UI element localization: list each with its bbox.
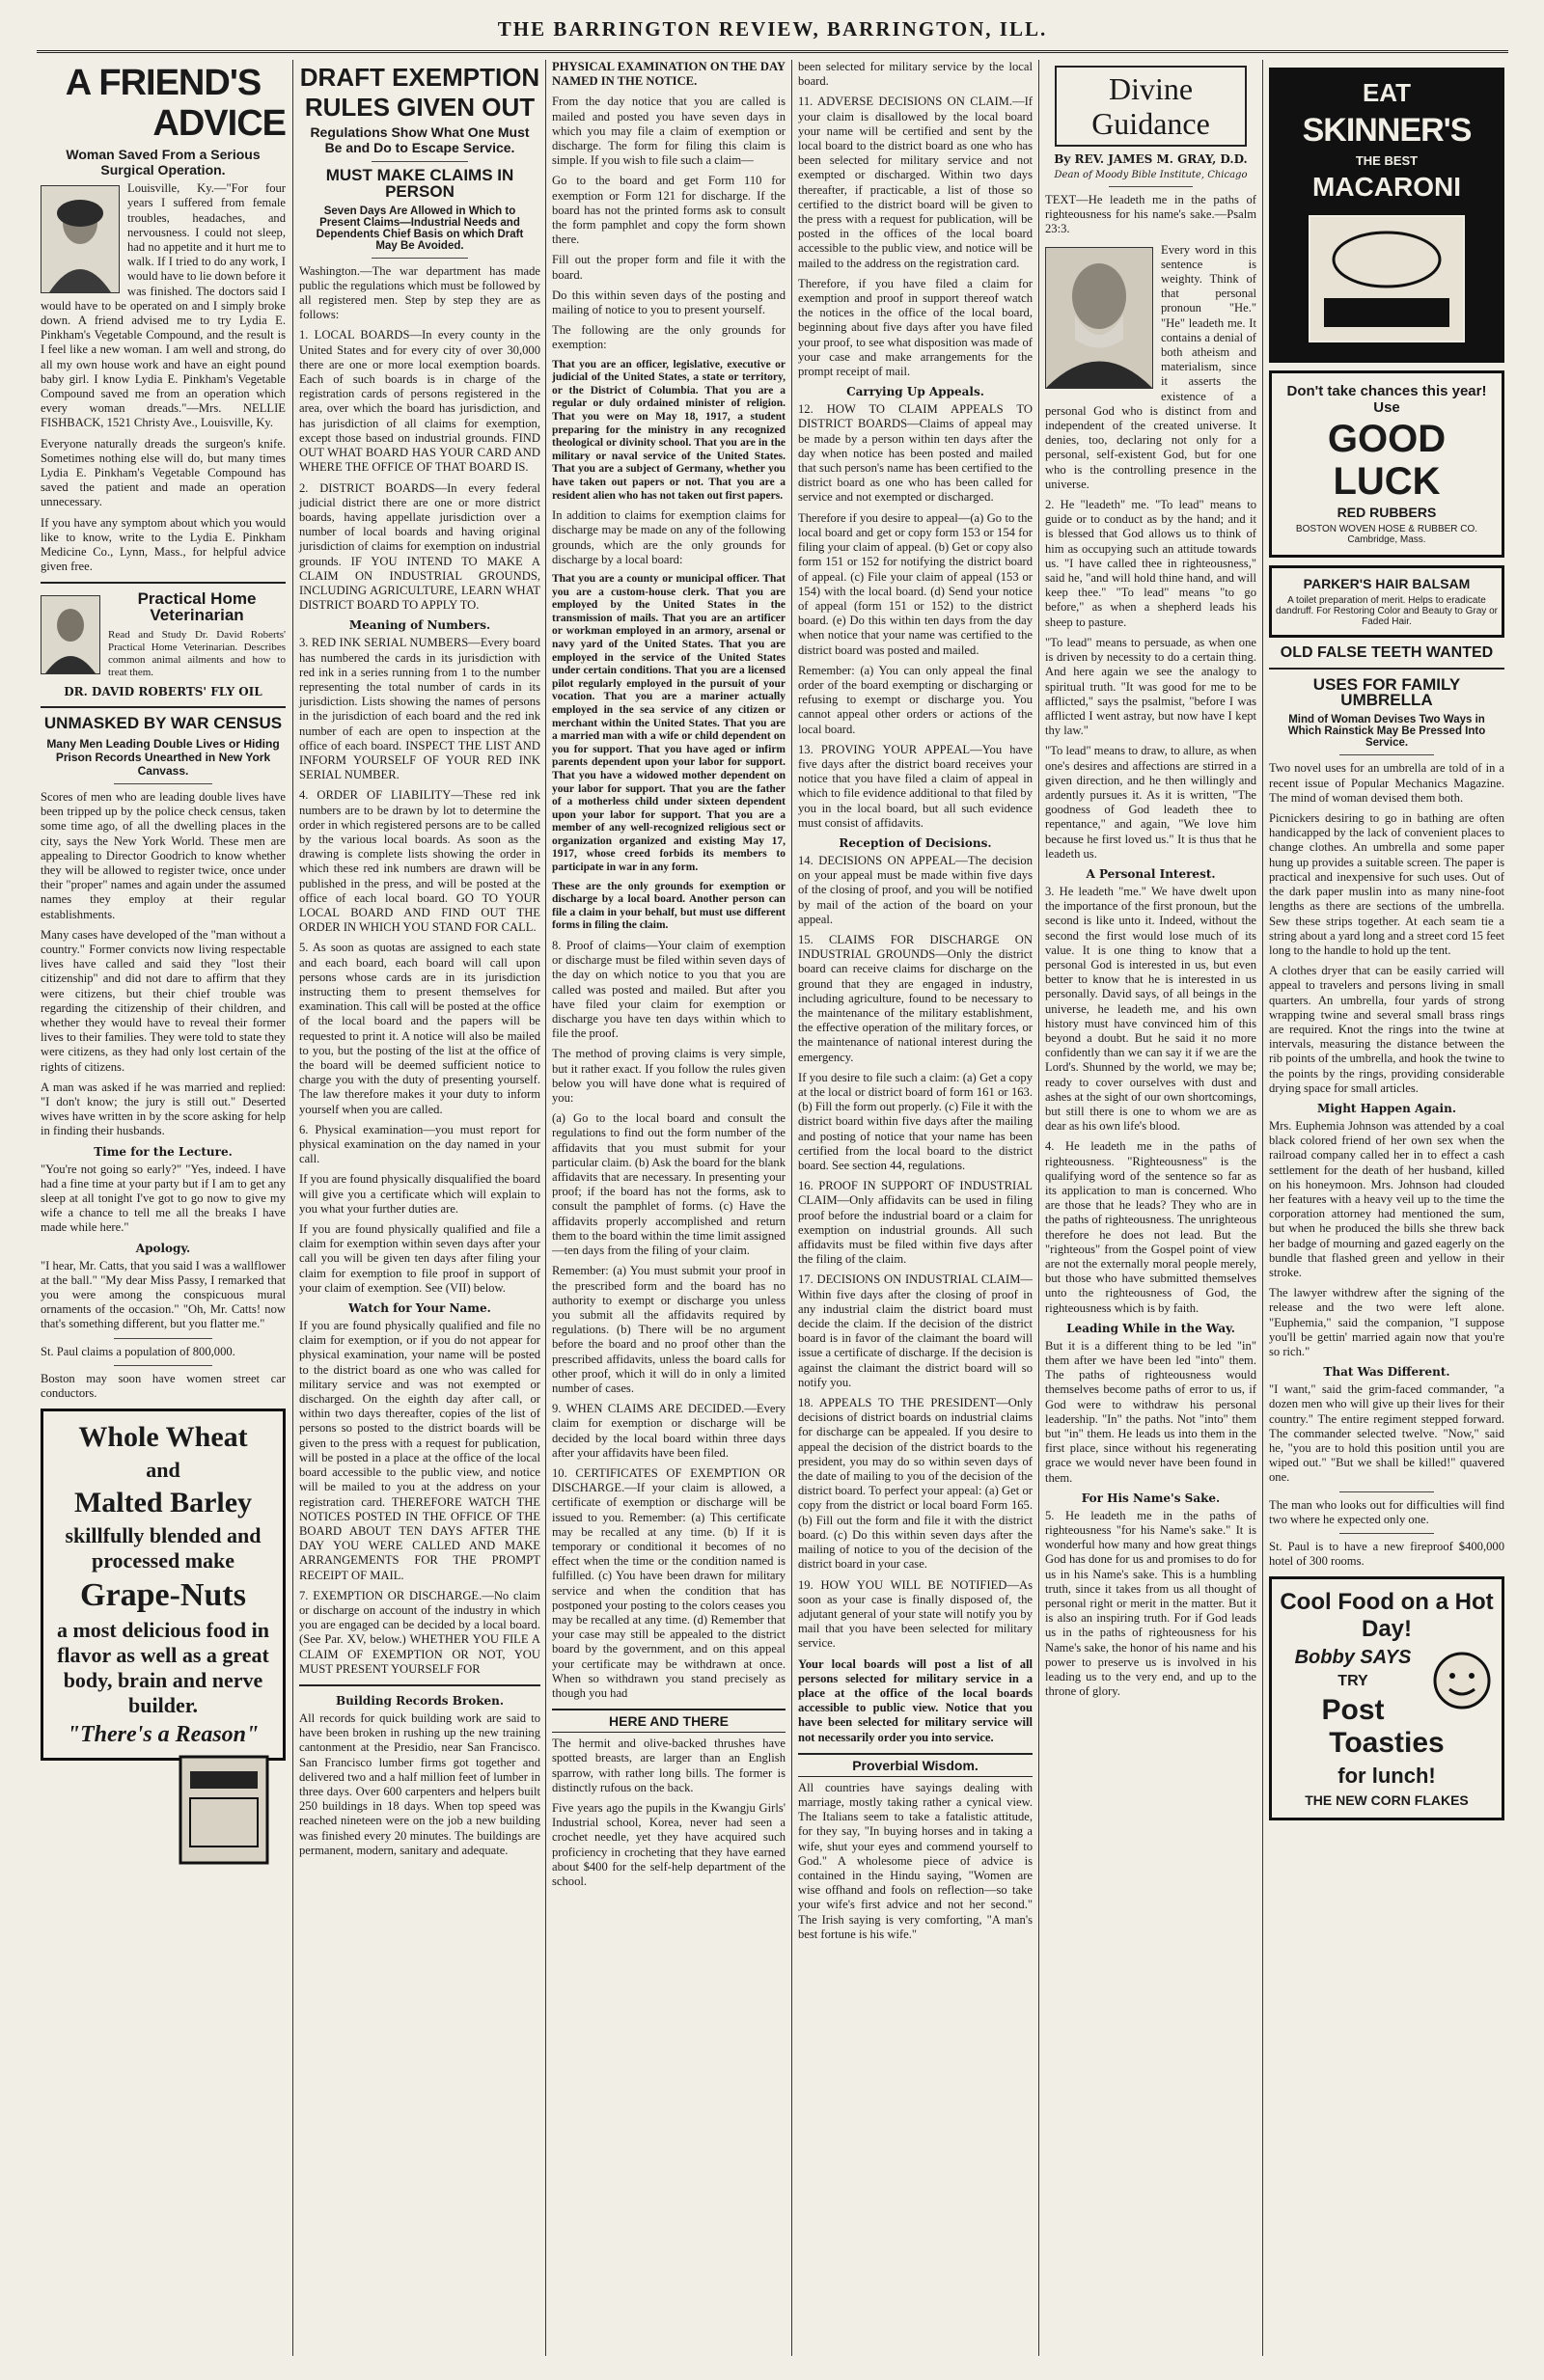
body-text: All records for quick building work are said to have been broken in rushing up the new training cantonment at the Presidio, near San Francisco. San Francisco lumber firms got together and delivered two and a half million feet of lumber in three days. Over 600 carpenters and helpers built 250 buildings in 18 days. When top speed was reached nineteen were on the job a new building was finished every 20 minutes. The buildings are permanent, modern, sanitary and adequate.	[299, 1710, 540, 1857]
body-text: Fill out the proper form and file it with the board.	[552, 253, 786, 282]
divider	[1109, 186, 1194, 187]
body-text: In addition to claims for exemption claims for discharge may be made on any of the following grounds, which are the only grounds for discharge by a local board:	[552, 508, 786, 566]
ad-line: and	[146, 1458, 180, 1483]
body-text: That you are an officer, legislative, executive or judicial of the United States, a state or territory, or the District of Columbia. That you are a regular or duly ordained minister of religion. That you were on May 18, 1917, a student preparing for the ministry in any recognized theological or divinity school. That you are in the military or naval service of the United States. That you are a subject of Germany, whether you have taken out papers or not. That you are a resident alien who has not taken out first papers.	[552, 358, 786, 502]
section-heading: Apology.	[135, 1241, 191, 1255]
headline-box	[1055, 66, 1247, 147]
skinners-macaroni-ad	[1269, 68, 1504, 363]
body-text: "I hear, Mr. Catts, that you said I was a wallflower at the ball." "My dear Miss Passy, I remarked that you were among the conspicuous mural ornaments of the occasion." "Oh, Mr. Catts! now that's something different, but you flatter me."	[41, 1258, 286, 1331]
body-text: If you are found physically qualified and file no claim for exemption, or if you do not appear for physical examination, your name will be posted to the district board as one who was called for military service and was not exempted or discharged. On the eighth day after call, or within two days thereafter, copies of the list of persons so posted to the district boards will be given to the press with a request for publication, will be posted in a place at the office of the local board accessible to the public view, and notice will be mailed to you at the address on your registration card. THEREFORE WATCH THE NOTICES POSTED IN THE OFFICE OF THE BOARD ABOUT TEN DAYS AFTER THE DAY YOU WERE CALLED AND MAKE ARRANGEMENTS FOR THE PROMPT RECEIPT OF MAIL.	[299, 1319, 540, 1582]
body-text: Remember: (a) You can only appeal the final order of the board exempting or discharging or refusing to exempt or discharge you. You cannot appeal other orders or actions of the local board.	[798, 663, 1033, 736]
body-text: 6. Physical examination—you must report for physical examination on the day named in your call.	[299, 1122, 540, 1166]
body-text: 15. CLAIMS FOR DISCHARGE ON INDUSTRIAL GROUNDS—Only the district board can receive claims for discharge on the ground that they are engaged in industry, including agriculture, found to be necessary to the maintenance of the military establishment, the effective operation of the military forces, or the maintenance of national interest during the emergency.	[798, 932, 1033, 1064]
divider	[114, 1365, 212, 1366]
body-text: "You're not going so early?" "Yes, indeed. I have had a fine time at your party but if I am to get any sleep at all tonight I've got to go now to give my wife a chance to tell me all the breaks I have made while here."	[41, 1162, 286, 1235]
article-unmasked	[41, 713, 286, 1401]
body-text: The man who looks out for difficulties will find two where he expected only one.	[1269, 1497, 1504, 1526]
veterinarian-ad	[41, 591, 286, 698]
ad-headline: OLD FALSE TEETH WANTED	[1280, 644, 1494, 661]
good-luck-rubbers-ad	[1269, 370, 1504, 558]
subheadline: Woman Saved From a Serious Surgical Operation.	[66, 147, 261, 178]
body-text: 16. PROOF IN SUPPORT OF INDUSTRIAL CLAIM—Only affidavits can be used in filing proof before the industrial board or a claim for exemption on industrial grounds. All such affidavits must be filed within five days after the filing of the claim.	[798, 1179, 1033, 1267]
body-text: 9. WHEN CLAIMS ARE DECIDED.—Every claim for exemption or discharge will be decided by the local board within three days after your affidavits have been filed.	[552, 1402, 786, 1460]
article-friends-advice	[41, 63, 286, 574]
ad-line: A toilet preparation of merit. Helps to eradicate dandruff. For Restoring Color and Beauty to Gray or Faded Hair.	[1276, 595, 1498, 627]
divider	[114, 1338, 212, 1339]
ad-line: skillfully blended and processed make	[65, 1523, 262, 1573]
body-text: Scores of men who are leading double lives have been tripped up by the police check census, taken some time ago, of all the dwelling places in the city, says the New York World. These men are appealing to Director Goodrich to know whether they will be allowed to register twice, once under their "proper" names and again under the assumed names they employ at their regular establishments.	[41, 789, 286, 921]
section-heading: Reception of Decisions.	[839, 835, 992, 850]
section-heading: Building Records Broken.	[335, 1693, 505, 1708]
section-heading: Meaning of Numbers.	[348, 618, 491, 633]
ad-title: Practical Home Veterinarian	[137, 589, 257, 624]
divider	[372, 258, 468, 259]
column-rule	[1262, 60, 1263, 2356]
body-text: Therefore, if you have filed a claim for exemption and proof in support thereof watch the notices in the office of the local board, beginning about five days after you have filed your proof, to see what disposition was made of your case and make arrangements for the prompt receipt of mail.	[798, 276, 1033, 379]
body-text: "To lead" means to persuade, as when one is driven by necessity to do a certain thing. And here again we see the analogy to spiritual truth. "It was good for me to be afflicted," says the psalmist, "before I was afflicted I went astray, but now have I kept thy law."	[1045, 635, 1256, 738]
minister-portrait-icon	[1045, 247, 1153, 389]
body-text: PHYSICAL EXAMINATION ON THE DAY NAMED IN THE NOTICE.	[552, 60, 786, 89]
subheadline: Mind of Woman Devises Two Ways in Which Rainstick May Be Pressed Into Service.	[1287, 714, 1486, 750]
body-text: Picnickers desiring to go in bathing are often handicapped by the lack of convenient places to change clothes. An umbrella and some paper hung up provides a suitable screen. The paper is practical and inexpensive for such uses. Out of the dark paper muslin into as many nine-foot lengths as there are sections of the umbrella. Sew these strips together. At each seam tie a string about a yard long and a street cord 15 feet long to the handle to hold up the tent.	[1269, 811, 1504, 957]
body-text: 3. He leadeth "me." We have dwelt upon the importance of the first pronoun, but the second is like unto it. Indeed, without the second the first would lose much of its value. It is one thing to know that a personal God is interested in us, but even better to know that he is interested in us personally. David says, of all beings in the universe, he leadeth me, and his own history must have convinced him of this beyond a doubt. But he said it no more confidently than we can say it if we are the Lord's. Shunned by the world, we may be; ready to cover ourselves with dust and ashes at the sight of our own shortcomings, but still there is one to whom we are as dear as his own life's blood.	[1045, 884, 1256, 1134]
body-text: 13. PROVING YOUR APPEAL—You have five days after the district board receives your notice that you have filed a claim of appeal in which to file evidence additional to that filed by you in the local board, but all such evidence must consist of affidavits.	[798, 742, 1033, 830]
body-text: Therefore if you desire to appeal—(a) Go to the local board and get or copy form 153 or 154 for filing your claim of appeal. (b) Get or copy also form 151 or 152 for notifying the district board of appeal. (c) File your claim of appeal (153 or 154) with the local board. (d) Send your notice of appeal (form 151 or 152) to the district board. (e) Do this within ten days from the day when notice that your name was certified to the district board was posted and mailed.	[798, 510, 1033, 657]
column-4	[794, 60, 1036, 2356]
post-toasties-ad	[1269, 1576, 1504, 1820]
column-2	[295, 60, 544, 2356]
subheadline: Seven Days Are Allowed in Which to Present Claims—Industrial Needs and Dependents Chief Basis on which Draft May Be Avoided.	[316, 205, 524, 252]
body-text: Mrs. Euphemia Johnson was attended by a coal black colored friend of her own sex when the railroad company called her in to effect a cash settlement for the death of her husband, killed on his honeymoon. Mrs. Johnson had clouded her features with a heavy veil up to the time the corporation attorney had mentioned the sum, but when he produced the bills she threw back her badge of mourning and gazed eagerly on the bundle that flashed green and yellow in their stroke.	[1269, 1118, 1504, 1279]
body-text: 3. RED INK SERIAL NUMBERS—Every board has numbered the cards in its jurisdiction with red ink in a series running from 1 to the number representing the total number of cards in its jurisdiction. Lists showing the names of persons in the jurisdiction of each board and the red ink number of each are open to inspection at the office of each board. INSPECT THE LIST AND INFORM YOURSELF OF YOUR RED INK SERIAL NUMBER.	[299, 636, 540, 782]
headline: A FRIEND'S	[65, 63, 262, 103]
body-text: 18. APPEALS TO THE PRESIDENT—Only decisions of district boards on industrial claims for discharge can be appealed. If you desire to appeal the decision of the district boards to the president, you may do so within seven days of the date of mailing to you of the decision of the district board. To perfect your appeal: (a) Get or copy from the district or local board Form 165. (b) Fill out the form and file it with the district board. (c) Do this within seven days after the mailing of notice to you of the decision of the district board in your case.	[798, 1396, 1033, 1572]
ad-line: Cool Food on a Hot Day!	[1280, 1589, 1494, 1643]
body-text: Remember: (a) You must submit your proof in the prescribed form and the board has no authority to exempt or discharge you unless you submit all the affidavits required by regulations. (b) There will be no argument before the board and no proof other than the prescribed affidavits, unless the board calls for other proof, which it will do in only a limited number of cases.	[552, 1264, 786, 1395]
ad-line: for lunch!	[1337, 1764, 1436, 1789]
column-rule	[791, 60, 792, 2356]
grape-nuts-ad	[41, 1409, 286, 1761]
body-text: 2. He "leadeth" me. "To lead" means to guide or to conduct as by the hand; and it is blessed that God allows us to think of him as occupying such an attitude towards us. "I have called thee in righteousness," said he, "and will hold thine hand, and will keep thee." "To lead" means "to go before," as when a shepherd leads his sheep to pasture.	[1045, 498, 1256, 629]
divider	[41, 582, 286, 584]
ad-line: EAT	[1362, 78, 1412, 107]
body-text: 4. ORDER OF LIABILITY—These red ink numbers are to be drawn by lot to determine the order in which registered persons are to be called by the various local boards. As soon as the drawing is complete lists showing the order in which these red ink numbers are drawn will be published in the press, and will be posted at the office of each local board. GO TO YOUR LOCAL BOARD AND FIND OUT THE ORDER IN WHICH YOU STAND FOR CALL.	[299, 788, 540, 935]
column-3	[548, 60, 789, 2356]
divider	[1269, 668, 1504, 670]
body-text: Five years ago the pupils in the Kwangju Girls' Industrial school, Korea, never had seen a crochet needle, yet they have acquired such proficiency in crocheting that they have earned about $400 for the self-help department of the school.	[552, 1801, 786, 1889]
body-text: The following are the only grounds for exemption:	[552, 323, 786, 352]
body-text: Many cases have developed of the "man without a country." Former convicts now living respectable lives have called and said they "lost their citizenship" and did not dare to affirm that they were citizens, but their chief trouble was regarding the citizenship of their children, and whether they would have to reveal their former lives to their families. They were told to state they were citizens, as they had only lost certain of the rights of citizens.	[41, 927, 286, 1074]
body-text: 4. He leadeth me in the paths of righteousness. "Righteousness" is the qualifying word of the sentence so far as its application to man is concerned. Who are those that he leads? They who are in the paths of righteousness. The unrighteous therefore he does not lead. But the "righteous" from the Gospel point of view are not the externally moral people merely, but those who have submitted themselves unto the righteousness of God, the righteousness which is by faith.	[1045, 1139, 1256, 1315]
subheadline: Regulations Show What One Must Be and Do to Escape Service.	[310, 124, 530, 156]
body-text: The hermit and olive-backed thrushes have spotted breasts, are larger than an English sparrow, with rather long bills. The former is distinctly rufous on the back.	[552, 1737, 786, 1794]
ad-line: TRY	[1337, 1673, 1368, 1690]
ad-line: a most delicious food in flavor as well as a great body, brain and nerve builder.	[56, 1618, 270, 1718]
divider	[299, 1684, 540, 1686]
column-rule	[1038, 60, 1039, 2356]
headline: Divine	[1108, 71, 1194, 106]
body-text: All countries have sayings dealing with marriage, mostly taking rather a cynical view. The Italians seem to take a fatalistic attitude, for they say, "In buying horses and in taking a wife, shut your eyes and commend yourself to God." A wholesome piece of advice is contained in the Hindu saying, "Women are wise offhand and fools on reflection—so take your wife's first advice and not her second." The Irish saying is very comforting, "A man's best fortune is his wife."	[798, 1780, 1033, 1941]
headline: UNMASKED BY WAR CENSUS	[43, 713, 283, 732]
section-heading: A Personal Interest.	[1086, 866, 1216, 881]
body-text: "To lead" means to draw, to allure, as when one's desires and affections are stirred in a given direction, and he then willingly and ardently pursues it. As it is written, "The goodness of God leadeth thee to repentance," and again, "We love him because he first loved us." It is thus that he leadeth us.	[1045, 744, 1256, 861]
body-text: 12. HOW TO CLAIM APPEALS TO DISTRICT BOARDS—Claims of appeal may be made by a person within ten days after the day when notice has been posted and mailed that such person's name has been certified to the district board as one who has been called for service and not exempted or discharged.	[798, 402, 1033, 505]
headline: USES FOR FAMILY UMBRELLA	[1312, 675, 1461, 710]
body-text: St. Paul is to have a new fireproof $400,000 hotel of 300 rooms.	[1269, 1540, 1504, 1569]
ad-line: MACARONI	[1312, 172, 1461, 202]
headline: DRAFT EXEMPTION	[299, 63, 540, 92]
divider	[41, 706, 286, 708]
body-text: Every word in this sentence is weighty. Think of that personal pronoun "He." "He" leadeth me. It contains a denial of both atheism and materialism, since it asserts the existence of a personal God who is distinct from and independent of the created universe. It denies, too, declaring not only for a personal, self-existent God, but for one who is the controlling presence in the universe.	[1045, 242, 1256, 491]
scripture-text: TEXT—He leadeth me in the paths of righteousness for his name's sake.—Psalm 23:3.	[1045, 193, 1256, 236]
body-text: The lawyer withdrew after the signing of the release and the two were left alone. "Euphemia," said the companion, "I suppose you'll be gettin' married again now that you're so rich."	[1269, 1286, 1504, 1358]
headline: Guidance	[1091, 106, 1210, 141]
body-text: From the day notice that you are called is mailed and posted you have seven days in which you may file a claim of exemption or discharge. The form for filing this claim is simple. If you wish to file such a claim—	[552, 95, 786, 168]
body-text: 10. CERTIFICATES OF EXEMPTION OR DISCHARGE.—If your claim is allowed, a certificate of exemption or discharge will be issued to you. Remember: (a) This certificate may be recalled at any time. (b) If it is temporary or conditional it becomes of no effect when the time or the condition named is fulfilled. (c) You have been drawn for military service and when the condition that has postponed your posting to the colors ceases you may be recalled at any time. (d) Remember that your case may still be appealed to the district board by the government, and on this appeal your certificate may be withdrawn at once. When so withdrawn you stand precisely as though you had	[552, 1465, 786, 1700]
ad-line: Grape-Nuts	[80, 1577, 246, 1614]
headline: RULES GIVEN OUT	[304, 92, 536, 122]
bobby-face-icon	[1428, 1647, 1496, 1714]
column-6	[1265, 60, 1508, 2356]
body-text: If you have any symptom about which you would like to know, write to the Lydia E. Pinkham Medicine Co., Lynn, Mass., for helpful advice given free.	[41, 515, 286, 574]
body-text: These are the only grounds for exemption or discharge by a local board. Another person can file a claim in your behalf, but must use different forms in filing the claim.	[552, 880, 786, 932]
body-text: 14. DECISIONS ON APPEAL—The decision on your appeal must be made within five days of the closing of proof, and you will be notified by mail of the action of the board on your appeal.	[798, 853, 1033, 926]
section-heading: Watch for Your Name.	[348, 1301, 491, 1316]
body-text: Everyone naturally dreads the surgeon's knife. Sometimes nothing else will do, but many times Lydia E. Pinkham's Vegetable Compound has saved the patient and made an operation unnecessary.	[41, 436, 286, 509]
body-text: Boston may soon have women street car conductors.	[41, 1371, 286, 1400]
ad-line: "There's a Reason"	[67, 1722, 260, 1748]
body-text: Washington.—The war department has made public the regulations which must be followed by all registered men. Step by step they are as follows:	[299, 263, 540, 322]
body-text: If you are found physically disqualified the board will give you a certificate which will explain to you what your further duties are.	[299, 1172, 540, 1216]
woman-portrait-icon	[41, 185, 120, 293]
body-text: 2. DISTRICT BOARDS—In every federal judicial district there are one or more district boards, having appellate jurisdiction over a number of local boards and having original jurisdiction of claims for exemption on industrial grounds. IF YOU INTEND TO MAKE A CLAIM ON INDUSTRIAL GROUNDS, INCLUDING AGRICULTURE, LEARN WHAT DISTRICT BOARD TO APPLY TO.	[299, 480, 540, 613]
body-text: been selected for military service by the local board.	[798, 60, 1033, 89]
ad-line: LUCK	[1333, 460, 1441, 503]
body-text: 17. DECISIONS ON INDUSTRIAL CLAIM—Within five days after the closing of proof in any industrial claim the district board must decide the claim. If the decision of the district board is in favor of the claimant the board will issue a certificate of discharge. If the decision is against the claimant the district board will so notify you.	[798, 1272, 1033, 1389]
ad-line: PARKER'S HAIR BALSAM	[1303, 576, 1471, 591]
ad-line: Whole Wheat	[78, 1421, 248, 1454]
body-text: 19. HOW YOU WILL BE NOTIFIED—As soon as your case is finally disposed of, the adjutant general of your state will notify you by mail that you have been selected for military service.	[798, 1577, 1033, 1651]
body-text: That you are a county or municipal officer. That you are a custom-house clerk. That you are employed by the United States in the transmission of mails. That you are an artificer or workman employed in an armory, arsenal or navy yard of the United States. That you are employed in the service of the United States under certain conditions. That you are a licensed pilot regularly employed in the pursuit of your vocation. That you are a mariner actually employed in the sea service of any citizen or merchant within the United States. That you are a married man with a wife or child dependent on you for support. That you have aged or infirm parents dependent upon your labor for support. That you have a widowed mother dependent on your labor for support. That you are the father of a motherless child under sixteen dependent upon your labor for support. That you are a member of any well-recognized religious sect or organization organized and existing May 17, 1917, whose creed forbids its members to participate in war in any form.	[552, 573, 786, 874]
column-5	[1041, 60, 1260, 2356]
section-heading: Leading While in the Way.	[1066, 1321, 1235, 1335]
column-1	[37, 60, 290, 2356]
body-text: 5. He leadeth me in the paths of righteousness "for his Name's sake." It is wonderful how many and how great things God has done for us and promises to do for us in his Name's sake. This is a humbling truth, since it takes from us all thought of personal right or merit in the matter. But it is also an inspiring truth. For if God leads us in the paths of righteousness for his Name's sake, the honor of his name and his power to preserve us is involved in his leading us to the very end, and up to the throne of glory.	[1045, 1508, 1256, 1699]
macaroni-box-icon	[1290, 206, 1483, 351]
ad-line: BOSTON WOVEN HOSE & RUBBER CO. Cambridge, Mass.	[1295, 524, 1478, 545]
column-rule	[292, 60, 293, 2356]
body-text: A clothes dryer that can be easily carried will appeal to travelers and persons living in small quarters. An umbrella, four yards of strong wrapping twine and several small brass rings are required. Knot the rings into the twine at intervals, measuring the distance between the rib points of the umbrella, and hook the twine to the points by the rings, providing considerable drying space for small articles.	[1269, 964, 1504, 1095]
ad-line: SKINNER'S	[1302, 112, 1472, 149]
divider	[114, 783, 212, 784]
body-text: (a) Go to the local board and consult the regulations to find out the form number of the affidavits that you must submit for your particular claim. (b) Ask the board for the blank affidavits that are necessary. In presenting your proof; if the board has not the forms, ask to consult the pamphlet of forms. (c) Have the affidavits properly accomplished and return them to the board within the time limit assigned—ten days from the filing of your claim.	[552, 1111, 786, 1258]
ad-line: Malted Barley	[73, 1487, 253, 1519]
section-heading: Proverbial Wisdom.	[798, 1753, 1033, 1777]
section-heading: Carrying Up Appeals.	[846, 385, 984, 399]
body-text: Go to the board and get Form 110 for exemption or Form 121 for discharge. If the board has not the printed forms ask to consult the form pamphlet and copy the form shown there.	[552, 174, 786, 247]
ad-line: THE BEST	[1355, 153, 1419, 168]
body-text: Do this within seven days of the posting and mailing of notice to you to present yourself.	[552, 287, 786, 317]
section-heading: That Was Different.	[1323, 1365, 1450, 1380]
section-heading: For His Name's Sake.	[1081, 1491, 1221, 1505]
ad-line: Bobby SAYS	[1294, 1647, 1412, 1669]
body-text: If you are found physically qualified and file a claim for exemption within seven days after your call you will be given ten days after filing your claim for exemption to file proof in support of your claim of exemption. See (VII) below.	[299, 1222, 540, 1295]
body-text: "I want," said the grim-faced commander, "a dozen men who will give up their lives for their country." The entire regiment stepped forward. The commander selected twelve. "Now," said he, "you are to hold this position until you are wiped out." "But we shall be killed!" quavered one.	[1269, 1382, 1504, 1485]
section-heading: HERE AND THERE	[552, 1709, 786, 1733]
body-text: 7. EXEMPTION OR DISCHARGE.—No claim or discharge on account of the industry in which you are engaged can be decided by a local board. (See Par. XV, below.) WHETHER YOU FILE A CLAIM OF EXEMPTION OR NOT, YOU MUST PRESENT YOURSELF FOR	[299, 1588, 540, 1676]
subheadline: Many Men Leading Double Lives or Hiding Prison Records Unearthed in New York Canvass.	[46, 736, 280, 778]
body-text: The method of proving claims is very simple, but it rather exact. If you follow the rules given below you will have done what is required of you:	[552, 1047, 786, 1106]
ad-line: RED RUBBERS	[1337, 505, 1437, 520]
ad-text: Read and Study Dr. David Roberts' Practical Home Veterinarian. Describes common animal ailments and how to treat them.	[108, 628, 286, 678]
headline: ADVICE	[152, 103, 286, 145]
body-text: If you desire to file such a claim: (a) Get a copy at the local or district board of form 161 or 163. (b) Fill the form out properly. (c) File it with the district board within five days after the mailing and posting of notice that your name has been certified from the local board to the district board. See section 44, regulations.	[798, 1070, 1033, 1173]
doctor-portrait-icon	[41, 595, 100, 674]
divider	[372, 161, 468, 162]
byline: By REV. JAMES M. GRAY, D.D.	[1054, 152, 1248, 166]
ad-product-name: DR. DAVID ROBERTS' FLY OIL	[64, 684, 262, 698]
body-text: 11. ADVERSE DECISIONS ON CLAIM.—If your claim is disallowed by the local board your name will be certified and sent by the local board to the district board as one who has been selected for military service and not exempted or discharged. Within two days thereafter, if practicable, a list of those so certified to the district board will be given to the press with a request for publication, will be posted in the offices of the local board accessible to the public view, and notice will be mailed to the address on the registration card.	[798, 95, 1033, 270]
section-heading: Might Happen Again.	[1316, 1101, 1457, 1115]
body-text: 8. Proof of claims—Your claim of exemption or discharge must be filed within seven days of the day on which notice to you that you are called was posted and mailed. But after you have filed your claim for exemption or discharge you have ten days within which to file the proof.	[552, 939, 786, 1041]
cereal-box-icon	[171, 1752, 277, 1868]
section-heading: Time for the Lecture.	[94, 1144, 233, 1159]
body-text: 1. LOCAL BOARDS—In every county in the United States and for every city of over 30,000 there are one or more local exemption boards. Each of such boards is in charge of the registration cards of persons registered in the area, over which the board has jurisdiction, and has jurisdiction of all claims for exemption, except those based on industrial grounds. FIND OUT WHAT BOARD HAS YOUR CARD AND WHERE THE OFFICE OF THAT BOARD IS.	[299, 328, 540, 475]
body-text: But it is a different thing to be led "in" them after we have been led "into" them. The paths of righteousness would themselves become paths of error to us, if God were to withdraw his personal leadership. "In" the paths. Not "into" them but "in" them. He leads us into them in the first place, since without his regenerating grace we would never have been found in them.	[1045, 1338, 1256, 1485]
ad-line: Don't take chances this year! Use	[1286, 383, 1487, 416]
divider	[1339, 1491, 1434, 1492]
body-text: Two novel uses for an umbrella are told of in a recent issue of Popular Mechanics Magazine. The mind of woman devised them both.	[1269, 761, 1504, 805]
ad-line: THE NEW CORN FLAKES	[1305, 1792, 1469, 1809]
body-text: 5. As soon as quotas are assigned to each state and each board, each board will call upon persons whose cards are in its jurisdiction instructing them to present themselves for examination. This call will be posted at the office of the local board and the papers will be requested to print it. A notice will also be mailed to you, but the posting of the list at the office of the board will be deemed sufficient notice to charge you with the duty of presenting yourself. The law therefore makes it your duty to inform yourself when you are called.	[299, 941, 540, 1116]
divider	[1339, 754, 1434, 755]
ad-line: GOOD	[1327, 418, 1447, 460]
ad-line: Post Toasties	[1321, 1694, 1445, 1760]
headline: MUST MAKE CLAIMS IN PERSON	[325, 166, 514, 201]
body-text: A man was asked if he was married and replied: "I don't know; the jury is still out." Deserted wives have written in by the score asking for help in finding their husbands.	[41, 1080, 286, 1138]
column-rule	[545, 60, 546, 2356]
parkers-hair-balsam-ad	[1269, 565, 1504, 638]
body-text: St. Paul claims a population of 800,000.	[41, 1344, 235, 1358]
byline-affiliation: Dean of Moody Bible Institute, Chicago	[1054, 170, 1248, 180]
body-text: Your local boards will post a list of all persons selected for military service in a place at the office of the local boards accessible to public view. Notice that you have been selected for military service will not necessarily order you into service.	[798, 1656, 1033, 1744]
divider	[1339, 1533, 1434, 1534]
masthead: THE BARRINGTON REVIEW, BARRINGTON, ILL.	[37, 17, 1508, 53]
body-text: Louisville, Ky.—"For four years I suffered from female troubles, headaches, and nervousness. I could not sleep, had no appetite and it hurt me to walk. If I tried to do any work, I would have to lie down before it was finished. The doctors said I would have to be operated on and I simply broke down. A friend advised me to try Lydia E. Pinkham's Vegetable Compound, and the result is I feel like a new woman. I am well and strong, do all my own house work and have an eight pound baby girl. I know Lydia E. Pinkham's Vegetable Compound saved me from an operation which every woman dreads."—Mrs. NELLIE FISHBACK, 1521 Christy Ave., Louisville, Ky.	[41, 181, 286, 430]
